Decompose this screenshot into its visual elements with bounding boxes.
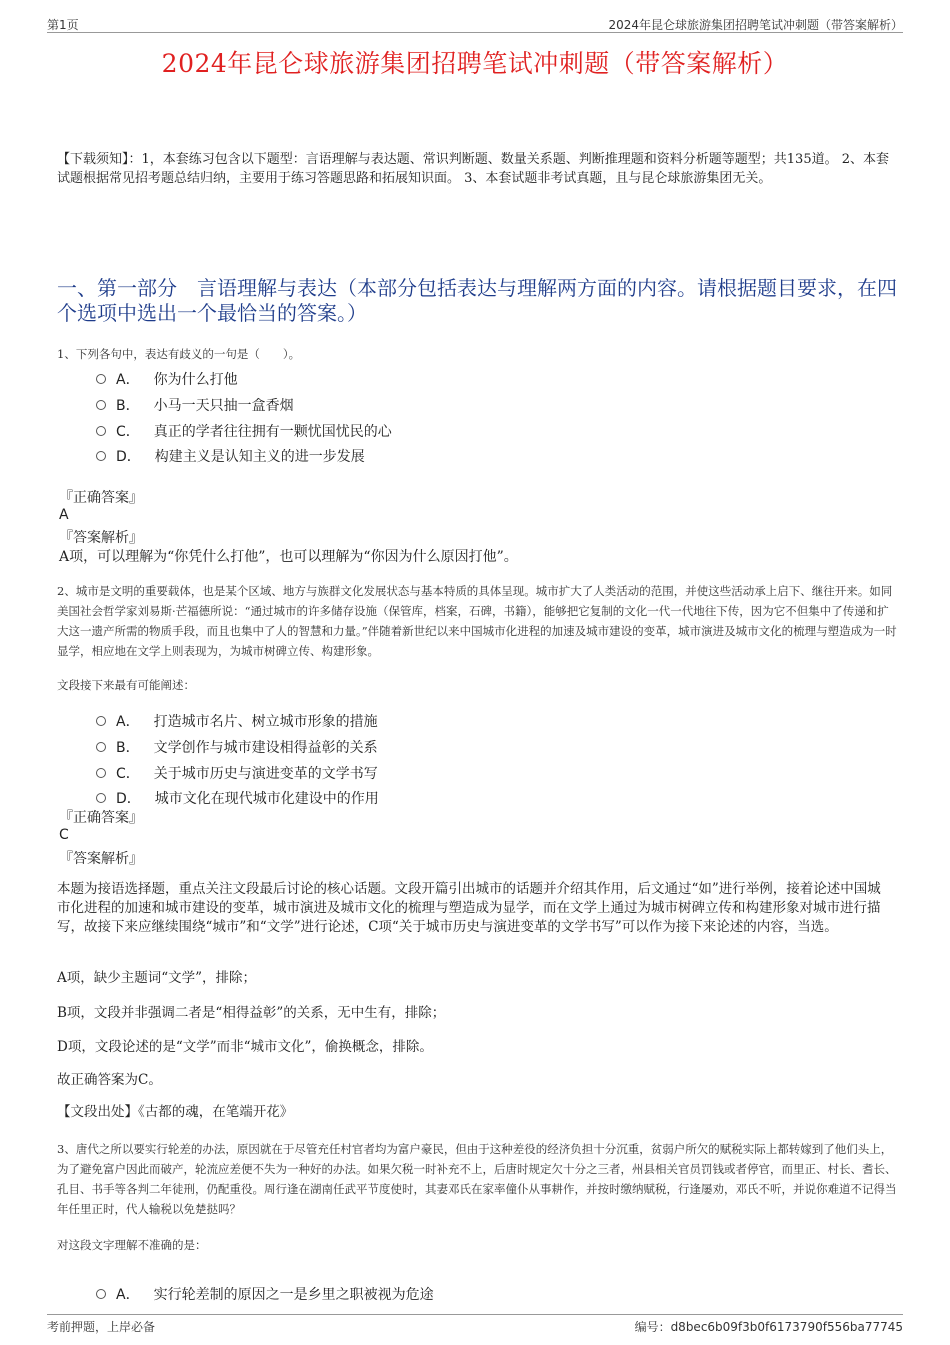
radio-icon[interactable] [96,400,106,410]
document-title: 2024年昆仑球旅游集团招聘笔试冲刺题（带答案解析） [161,49,789,78]
question-2-option-c[interactable]: C． 关于城市历史与演进变革的文学书写 [96,763,378,783]
radio-icon[interactable] [96,1289,106,1299]
correct-answer-label: 『正确答案』 [59,810,143,826]
question-2-conclusion: 故正确答案为C。 [57,1072,162,1088]
footer-doc-id: 编号：d8bec6b09f3b0f6173790f556ba77745 [634,1320,903,1334]
question-1-option-a[interactable]: A． 你为什么打他 [96,369,238,389]
question-2-source: 【文段出处】《古都的魂，在笔端开花》 [57,1104,294,1120]
question-2-ask: 文段接下来最有可能阐述： [57,678,195,692]
question-1-option-c[interactable]: C． 真正的学者往往拥有一颗忧国忧民的心 [96,421,392,441]
page-number: 第1页 [47,18,79,32]
question-2-analysis-b: B项，文段并非强调二者是“相得益彰”的关系，无中生有，排除； [57,1005,446,1021]
header-doc-title: 2024年昆仑球旅游集团招聘笔试冲刺题（带答案解析） [608,18,903,32]
question-2-stem: 2、城市是文明的重要载体，也是某个区域、地方与族群文化发展状态与基本特质的具体呈现。城市扩大了人类活动的范围，并使这些活动承上启下、继往开来。如同美国社会哲学家刘易斯·芒福德所说：“通过城市的许多储存设施（保管库，档案，石碑，书籍），能够把它复制的文化一代一代地往下传，因为它不但集中了传递和扩大这一遗产所需的物质手段，而且也集中了人的智慧和力量。”伴随着新世纪以来中国城市化进程的加速及城市建设的变革，城市演进及城市文化的梳理与塑造成为一时显学，相应地在文学上则表现为，为城市树碑立传、构建形象。 [57,584,897,658]
radio-icon[interactable] [96,426,106,436]
question-1-option-b[interactable]: B． 小马一天只抽一盒香烟 [96,395,294,415]
question-2-analysis-d: D项，文段论述的是“文学”而非“城市文化”，偷换概念，排除。 [57,1039,433,1055]
question-2-analysis-main: 本题为接语选择题，重点关注文段最后讨论的核心话题。文段开篇引出城市的话题并介绍其作用，后文通过“如”进行举例，接着论述中国城市化进程的加速和城市建设的变革，城市演进及城市文化的梳理与塑造成为显学，而在文学上通过为城市树碑立传和构建形象对城市进行描写，故接下来应继续围绕“城市”和“文学”进行论述，C项“关于城市历史与演进变革的文学书写”可以作为接下来论述的内容，当选。 [57,881,881,935]
page-header [47,14,903,33]
footer-slogan: 考前押题，上岸必备 [47,1320,156,1334]
radio-icon[interactable] [96,451,106,461]
page-footer [47,1314,903,1334]
question-3-ask: 对这段文字理解不准确的是： [57,1238,207,1252]
question-1-answer: A [59,507,69,523]
radio-icon[interactable] [96,768,106,778]
question-1-stem: 1、下列各句中，表达有歧义的一句是（ ）。 [57,347,301,361]
analysis-label: 『答案解析』 [59,851,143,867]
question-3-stem: 3、唐代之所以要实行轮差的办法，原因就在于尽管充任村官者均为富户豪民，但由于这种差役的经济负担十分沉重，贫弱户所欠的赋税实际上都转嫁到了他们头上，为了避免富户因此而破产，轮流应差便不失为一种好的办法。如果欠税一时补充不上，后唐时规定欠十分之三者，州县相关官员罚钱或者停官，而里正、村长、耆长、孔目、书手等各判二年徒刑，仍配重役。周行逢在湖南任武平节度使时，其妻邓氏在家率僮仆从事耕作，并按时缴纳赋税，行逢屡劝，邓氏不听，并说你难道不记得当年任里正时，代人输税以免楚挞吗？ [57,1142,897,1216]
radio-icon[interactable] [96,793,106,803]
section-title: 一、第一部分 言语理解与表达（本部分包括表达与理解两方面的内容。请根据题目要求，在四个选项中选出一个最恰当的答案。） [57,276,897,325]
radio-icon[interactable] [96,742,106,752]
question-2-option-d[interactable]: D． 城市文化在现代城市化建设中的作用 [96,788,379,808]
question-2-analysis-a: A项，缺少主题词“文学”，排除； [57,970,257,986]
question-1-option-d[interactable]: D． 构建主义是认知主义的进一步发展 [96,446,365,466]
question-2-answer: C [59,827,69,843]
question-2-option-a[interactable]: A． 打造城市名片、树立城市形象的措施 [96,711,378,731]
correct-answer-label: 『正确答案』 [59,490,143,506]
analysis-label: 『答案解析』 [59,530,143,546]
radio-icon[interactable] [96,716,106,726]
download-notice: 【下载须知】：1，本套练习包含以下题型：言语理解与表达题、常识判断题、数量关系题、判断推理题和资料分析题等题型；共135道。 2、本套试题根据常见招考题总结归纳，主要用于练习答题思路和拓展知识面。 3、本套试题非考试真题，且与昆仑球旅游集团无关。 [57,152,889,186]
question-1-analysis: A项，可以理解为“你凭什么打他”，也可以理解为“你因为什么原因打他”。 [59,549,518,565]
question-3-option-a[interactable]: A． 实行轮差制的原因之一是乡里之职被视为危途 [96,1284,434,1304]
radio-icon[interactable] [96,374,106,384]
question-2-option-b[interactable]: B． 文学创作与城市建设相得益彰的关系 [96,737,378,757]
